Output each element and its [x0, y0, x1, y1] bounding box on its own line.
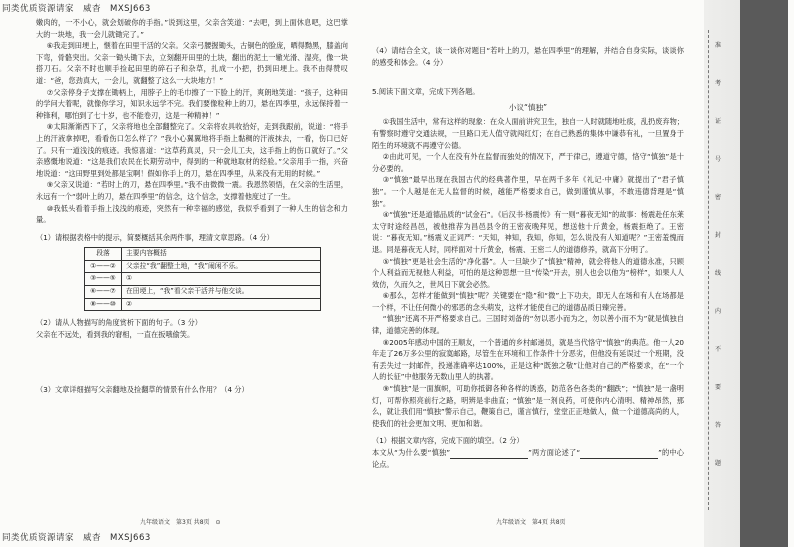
- table-row: [85, 260, 321, 273]
- mid-para-7: ⑧2005年感动中国的王顺友，一个普通的乡村邮递员，就是当代恪守“慎独”的典范。他一人20年走了26万多公里的寂寞邮路，尽管生在环境和工作条件十分恶劣，但他没有延误过一个班期，没有丢失过一封邮件，投递准确率达100%，正是这种“既独之敬”让他对自己的严格要求，在“一个人的长征”中他服务无数山里人的执著。: [372, 337, 684, 382]
- mid-para-5: ⑥那么，怎样才能做到“慎独”呢？关键要在“隐”和“微”上下功夫，即无人在场和有人在场都是一个样，不让任何微小的邪恶的念头萌发，这样才能使自己的道德品质日臻完善。: [372, 291, 684, 312]
- left-para-2: ⑦父亲停身子支撑在锄柄上，用脖子上的毛巾擦了一下脸上的汗，爽朗地笑道：“孩子，这种田的学问大着呢，就像你学习，知识永远学不完。我们要像粒种上的刀，悬在四季里，永远保持着一种锋利，哪怕到了七十岁，也不能卷刃，这是一种精神！”: [36, 87, 348, 120]
- mid-question-1: （1）根据文章内容，完成下面的填空。（2 分）: [372, 436, 524, 446]
- article-title: 小议“慎独”: [508, 102, 548, 112]
- mid-para-2: ③“慎独”最早出现在我国古代的经典著作里，早在两千多年《礼记·中庸》就提出了“君子慎独”。一个人越是在无人监督的时候，越能严格要求自己，做到谨慎从事，不敢违德背理是“慎独”。: [372, 175, 684, 208]
- watermark-top: 同类优质资源请家 威杳 MXSJ663: [2, 4, 151, 14]
- table-header: [85, 248, 321, 261]
- answer-space-2[interactable]: [36, 340, 348, 384]
- fill-text-a: 本文从“为什么要“慎独”: [372, 448, 451, 457]
- question-2: （2）请从人物描写的角度赏析下面的句子。（3 分）: [36, 318, 202, 328]
- left-para-1: ⑥我走到田埂上，惬着在田里干活的父亲。父亲弓腰握锄头，古铜色的脸庞，晒得黝黑，膝盖向下弯，骨骼突出。父亲一锄头锄下去，立刻翻开田里的土块，翻出的泥土一辙光滑、湿亮，像一块搭刀石。父亲不时也顺手捡起田里的碎石子和杂草，扎成一小把，扔到田埂上。我不由得赞叹道：“爸，您劲真大，一会儿，就翻整了这么一大块地方！”: [36, 41, 348, 85]
- table-cell-idx: ⑧——⑩: [85, 298, 122, 311]
- seal-line: [708, 30, 710, 510]
- table-cell-idx: ③——⑤: [85, 273, 122, 286]
- middle-column: [372, 45, 684, 470]
- strip-mark: 准: [715, 42, 722, 49]
- table-row: [85, 286, 321, 299]
- mid-para-1: ②由此可见，一个人在没有外在监督而独处的情况下，严于律己，遵道守德，恪守“慎独”是十分必要的。: [372, 152, 684, 173]
- question-3: （3）文章详细描写父亲翻地及捡翻草的情景有什么作用？（4 分）: [36, 385, 249, 395]
- watermark-bottom: 同类优质资源请家 威杳 MXSJ663: [2, 533, 151, 543]
- left-column: [36, 17, 348, 396]
- table-header-col1: 段落: [85, 248, 122, 261]
- mid-para-0: ①我国生活中，常有这样的现象：在众人面前讲究卫生，独自一人时就随地吐痰，乱扔废弃物；有警察时遵守交通法规，一旦路口无人值守就闯红灯；在自己熟悉的集体中谦恭有礼，一旦置身于陌生的环境就不再遵守公德。: [372, 117, 684, 150]
- mid-para-8: ⑨“慎独”是一面旗帜，可助你抵御各种各样的诱惑，防范各色各类的“翻跌”；“慎独”是一盏明灯，可帮你照亮前行之路，明辨是非曲直；“慎独”是一剂良药，可使你内心清明、精神昂然，那么，就让我们用“慎独”警示自己，鞭策自己，谨言慎行，堂堂正正地做人，做一个道德高尚的人，使我们的社会更加文明、更加和谐。: [372, 384, 684, 428]
- answer-blank-2[interactable]: ②: [122, 298, 321, 311]
- fill-blank-2[interactable]: [580, 450, 658, 459]
- left-para-3: ⑧太阳渐渐西下了，父亲将地也全部翻整完了。父亲将农具收拾好，走到我跟前，说道：“将手上的汗液拿掉吧，看看伤口怎么样了？”我小心翼翼地将手指上黏稠的汗液抹去，一看，伤口已好了。只有一道浅浅的痕迹。我惊喜道：“这草药真灵，只一会儿工夫，这手指上的伤口就好了。”父亲感慨地说道：“这是我们农民在长期劳动中，得到的一种就地取材的经验。”父亲用手一指，兴奋地说道：“这田野里到处都是宝啊！假如你手上的刀，悬在四季里，从来没有无用的时候。”: [36, 122, 348, 178]
- table-header-col2: 主要内容概括: [122, 248, 321, 261]
- strip-mark: 要: [715, 384, 722, 391]
- left-para-5: ⑩我低头看着手指上浅浅的痕迹，突然有一种幸福的感觉，我似乎看到了一种人生的信念和力量。: [36, 203, 348, 225]
- strip-mark: 考: [715, 80, 722, 87]
- question-1: （1）请根据表格中的提示，简要概括其余两件事，理清文章思路。（4 分）: [36, 232, 274, 242]
- question-4: （4）请结合全文，谈一谈你对题目“若叶上的刀，悬在四季里”的理解，并结合自身实际，谈谈你的感受和体会。（4 分）: [372, 46, 684, 67]
- strip-mark: 封: [715, 232, 722, 239]
- strip-mark: 密: [715, 194, 722, 201]
- left-para-0: 嫩肉的，一不小心，就会划破你的手指。”说到这里，父亲含笑道：“去吧，到上面休息吧，这巴掌大的一块地，我一会儿就锄完了。”: [36, 18, 348, 39]
- fill-blank-1[interactable]: [450, 450, 528, 459]
- answer-space-4[interactable]: [372, 68, 684, 86]
- summary-table: [84, 247, 321, 311]
- footer-left: 九年级语文 第3页 共8页 ⊙: [140, 519, 221, 526]
- table-row: [85, 273, 321, 286]
- strip-mark: 答: [715, 422, 722, 429]
- strip-mark: 内: [715, 308, 722, 315]
- mid-question-1-fill: [372, 447, 684, 470]
- table-cell-text: 父亲拉“我”翻整土地，“我”闹闲不乐。: [122, 260, 321, 273]
- section-5-heading: 5.阅读下面文章，完成下列各题。: [372, 87, 480, 97]
- strip-mark: 不: [715, 346, 722, 353]
- binding-strip-dark: [740, 0, 788, 547]
- table-cell-text: 在田埂上，“我”看父亲干活并与他交谈。: [122, 286, 321, 299]
- table-cell-idx: ⑥——⑦: [85, 286, 122, 299]
- fill-text-c: ”的中心论点。: [372, 448, 684, 469]
- answer-blank-1[interactable]: ①: [122, 273, 321, 286]
- strip-mark: 线: [715, 270, 722, 277]
- mid-para-6: “慎独”还离不开严格要求自己。三国时刘备的“勿以恶小而为之，勿以善小而不为”就是慎独自律，道德完善的体现。: [372, 314, 684, 336]
- strip-mark: 证: [715, 118, 722, 125]
- table-cell-idx: ①——②: [85, 260, 122, 273]
- strip-mark: 题: [715, 460, 722, 467]
- fill-text-b: ”两方面论述了“: [528, 448, 581, 457]
- table-row: [85, 298, 321, 311]
- strip-mark: 号: [715, 156, 722, 163]
- left-para-4: ⑨父亲又说道：“若时上的刀，悬在四季里。”我不由微微一震。我恩然领悟，在父亲的生活里，永远有一个“弱叶上的刀，悬在四季里”的信念，这个信念，支撑着他度过了一生。: [36, 180, 348, 201]
- footer-right: 九年级语文 第4页 共8页: [496, 519, 566, 526]
- question-2-quote: 父亲在不远处，看到我的窘相，一直在扳哦偷笑。: [36, 329, 195, 339]
- mid-para-3: ④“慎独”还是道德品质的“试金石”。《后汉书·杨震传》有一则“暮夜无知”的故事：杨震赴任东莱太守时途经昌邑，被他推荐为昌邑县令的王密夜晚拜见，想送他十斤黄金，杨震拒绝了。王密说：“暮夜无知。”杨震义正词严：“天知，神知，我知，你知，怎么说没有人知道呢？”王密羞愧而退。同是暮夜无人时，同样面对十斤黄金，杨震、王密二人的道德修养，就高下分明了。: [372, 210, 684, 254]
- mid-para-4: ⑤“慎独”更是社会生活的“净化器”。人一旦缺少了“慎独”精神，就会将他人的道德永准，只顾个人利益而无视他人利益，可怕的是这种思想一旦“传染”开去，别人也会以他为“榜样”，如果人人效仿，久而久之，世风日下就会必然。: [372, 256, 684, 289]
